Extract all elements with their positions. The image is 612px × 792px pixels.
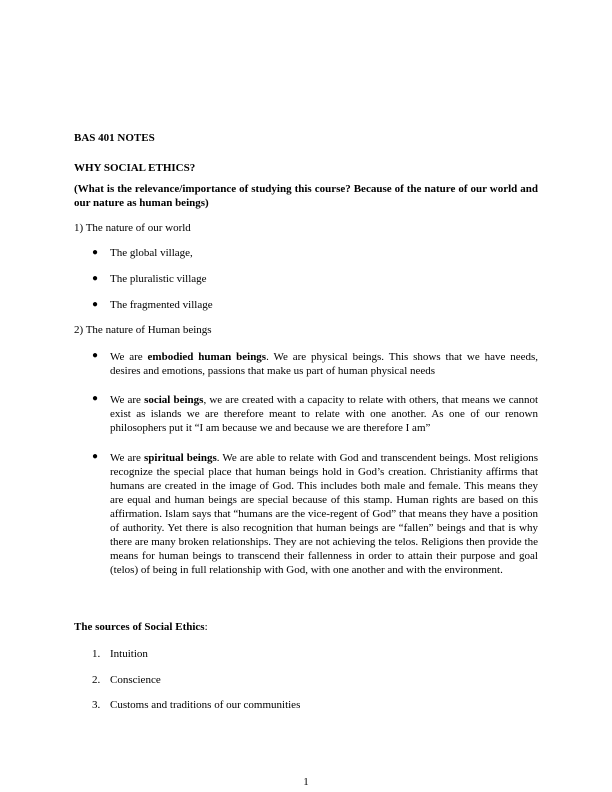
paragraph-social bbox=[110, 393, 538, 435]
text: . We are physical beings. This shows that we have needs, desires and emotions, passions that make us part of human physical needs bbox=[110, 351, 538, 377]
bold-term: spiritual beings bbox=[143, 452, 217, 464]
bold-term: embodied human beings bbox=[147, 351, 267, 363]
text: We are bbox=[110, 394, 145, 406]
bold-term: social beings bbox=[144, 394, 204, 406]
section1-heading: 1) The nature of our world bbox=[74, 222, 191, 234]
text: . We are able to relate with God and transcendent beings. Most religions recognize the special place that human beings hold in God’s creation. Christianity affirms that humans are created in the image of God. This includes both male and female. This means they are equal and human beings are special because of this stamp. Human rights are based on this affirmation. Islam says that “humans are the vice-regent of God” that means they have a position of authority. Yet there is also recognition that human beings are “fallen” beings and that is why there are many broken relationships. They are not achieving the telos. Religions then provide the means for human beings to transcend their fallenness in order to attain their purpose and goal (telos) of being in full relationship with God, with one another and with the environment. bbox=[110, 452, 539, 576]
section2-heading: 2) The nature of Human beings bbox=[74, 324, 212, 336]
bullet-icon: ● bbox=[92, 350, 99, 361]
list-item: The pluralistic village bbox=[110, 273, 207, 285]
text: We are bbox=[110, 452, 144, 464]
course-code: BAS 401 NOTES bbox=[74, 132, 155, 144]
bullet-icon: ● bbox=[92, 299, 99, 310]
subtitle: (What is the relevance/importance of studying this course? Because of the nature of our world and our nature as human beings) bbox=[74, 183, 538, 209]
list-item: The global village, bbox=[110, 247, 193, 259]
paragraph-embodied bbox=[110, 350, 538, 378]
bullet-icon: ● bbox=[92, 273, 99, 284]
item-number: 3. bbox=[92, 699, 101, 711]
heading-text: The sources of Social Ethics bbox=[74, 621, 205, 633]
sources-heading bbox=[74, 621, 208, 633]
text: We are bbox=[110, 351, 148, 363]
page-number: 1 bbox=[303, 776, 309, 788]
item-number: 2. bbox=[92, 674, 101, 686]
page-title: WHY SOCIAL ETHICS? bbox=[74, 162, 196, 174]
item-number: 1. bbox=[92, 648, 101, 660]
bullet-icon: ● bbox=[92, 393, 99, 404]
list-item: Intuition bbox=[110, 648, 148, 660]
colon: : bbox=[204, 621, 208, 633]
bullet-icon: ● bbox=[92, 451, 99, 462]
bullet-icon: ● bbox=[92, 247, 99, 258]
text: , we are created with a capacity to relate with others, that means we cannot exist as islands we are therefore meant to relate with one another. As one of our renown philosophers put it “I am because we and because we are therefore I am” bbox=[110, 394, 539, 434]
paragraph-spiritual bbox=[110, 451, 538, 577]
list-item: Customs and traditions of our communities bbox=[110, 699, 301, 711]
list-item: Conscience bbox=[110, 674, 161, 686]
list-item: The fragmented village bbox=[110, 299, 213, 311]
